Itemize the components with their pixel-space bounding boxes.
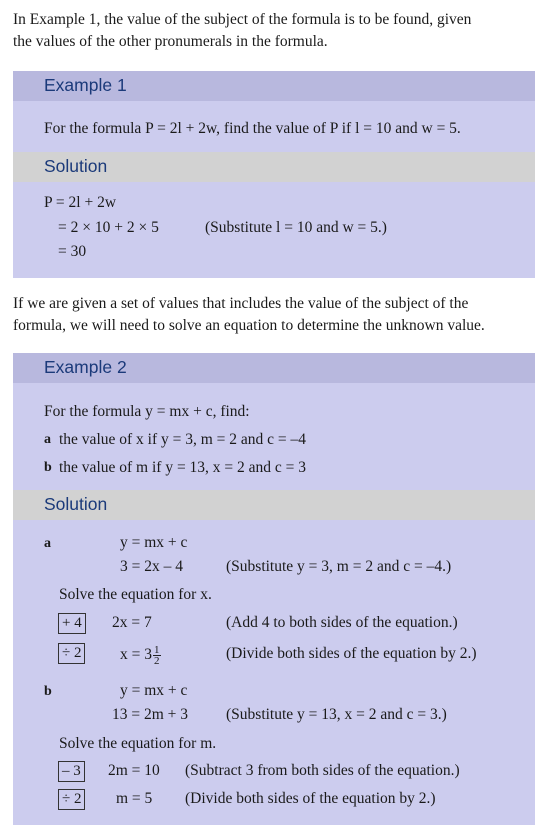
fraction-denominator: 2 [154, 655, 160, 667]
example-1-solution-title: Solution [44, 156, 108, 176]
fraction-numerator: 1 [154, 644, 160, 656]
solution-b-eq-4-note: (Divide both sides of the equation by 2.) [185, 790, 436, 807]
example-1-header [13, 71, 535, 101]
intro-paragraph [13, 9, 538, 53]
solution-b-instruction: Solve the equation for m. [59, 735, 217, 752]
solution-a-label: a [44, 536, 51, 551]
example-2-solution-header [13, 490, 535, 520]
example-1-line-3: = 30 [58, 243, 87, 260]
solution-a-op-add-4: + 4 [58, 613, 86, 634]
solution-a-eq-4-fraction [153, 645, 161, 666]
example-2-title: Example 2 [44, 357, 127, 377]
middle-line-1: If we are given a set of values that includes the value of the subject of the [13, 295, 469, 312]
example-1-line-2-note: (Substitute l = 10 and w = 5.) [205, 219, 387, 236]
solution-a-eq-3-note: (Add 4 to both sides of the equation.) [226, 614, 458, 631]
solution-b-eq-2: 13 = 2m + 3 [112, 706, 189, 723]
solution-a-op-divide-2: ÷ 2 [58, 643, 85, 664]
solution-b-label: b [44, 684, 52, 699]
middle-line-2: formula, we will need to solve an equation to determine the unknown value. [13, 317, 485, 334]
solution-a-eq-4-whole: x = 3 [120, 646, 152, 664]
example-2-question-box [13, 383, 535, 490]
solution-b-op-divide-2: ÷ 2 [58, 789, 85, 810]
solution-b-eq-4: m = 5 [116, 790, 153, 807]
example-2-part-a: the value of x if y = 3, m = 2 and c = –4 [59, 431, 307, 448]
solution-b-eq-1: y = mx + c [120, 682, 188, 699]
solution-b-op-subtract-3: – 3 [58, 761, 85, 782]
example-2-part-b: the value of m if y = 13, x = 2 and c = 3 [59, 459, 307, 476]
example-1-question: For the formula P = 2l + 2w, find the value of P if l = 10 and w = 5. [44, 120, 461, 137]
example-1-question-box [13, 101, 535, 152]
solution-b-eq-2-note: (Substitute y = 13, x = 2 and c = 3.) [226, 706, 447, 723]
solution-a-eq-1: y = mx + c [120, 534, 188, 551]
intro-line-1: In Example 1, the value of the subject of the formula is to be found, given [13, 11, 472, 28]
example-2-part-a-label: a [44, 432, 51, 447]
example-1-line-2: = 2 × 10 + 2 × 5 [58, 219, 159, 236]
solution-a-eq-2-note: (Substitute y = 3, m = 2 and c = –4.) [226, 558, 452, 575]
example-1-solution-header [13, 152, 535, 182]
example-2-part-b-label: b [44, 460, 52, 475]
example-2-question: For the formula y = mx + c, find: [44, 403, 250, 420]
solution-a-eq-4-note: (Divide both sides of the equation by 2.) [226, 645, 477, 662]
solution-b-eq-3: 2m = 10 [108, 762, 160, 779]
example-1-title: Example 1 [44, 75, 127, 95]
solution-a-eq-4 [120, 645, 161, 666]
solution-a-eq-2: 3 = 2x – 4 [120, 558, 183, 575]
middle-paragraph [13, 293, 538, 337]
example-1-solution-box [13, 182, 535, 278]
example-2-header [13, 353, 535, 383]
example-2-solution-box [13, 520, 535, 825]
intro-line-2: the values of the other pronumerals in the formula. [13, 33, 328, 50]
example-2-solution-title: Solution [44, 494, 108, 514]
solution-b-eq-3-note: (Subtract 3 from both sides of the equation.) [185, 762, 460, 779]
solution-a-instruction: Solve the equation for x. [59, 586, 212, 603]
solution-a-eq-3: 2x = 7 [112, 614, 152, 631]
example-1-line-1: P = 2l + 2w [44, 194, 117, 211]
